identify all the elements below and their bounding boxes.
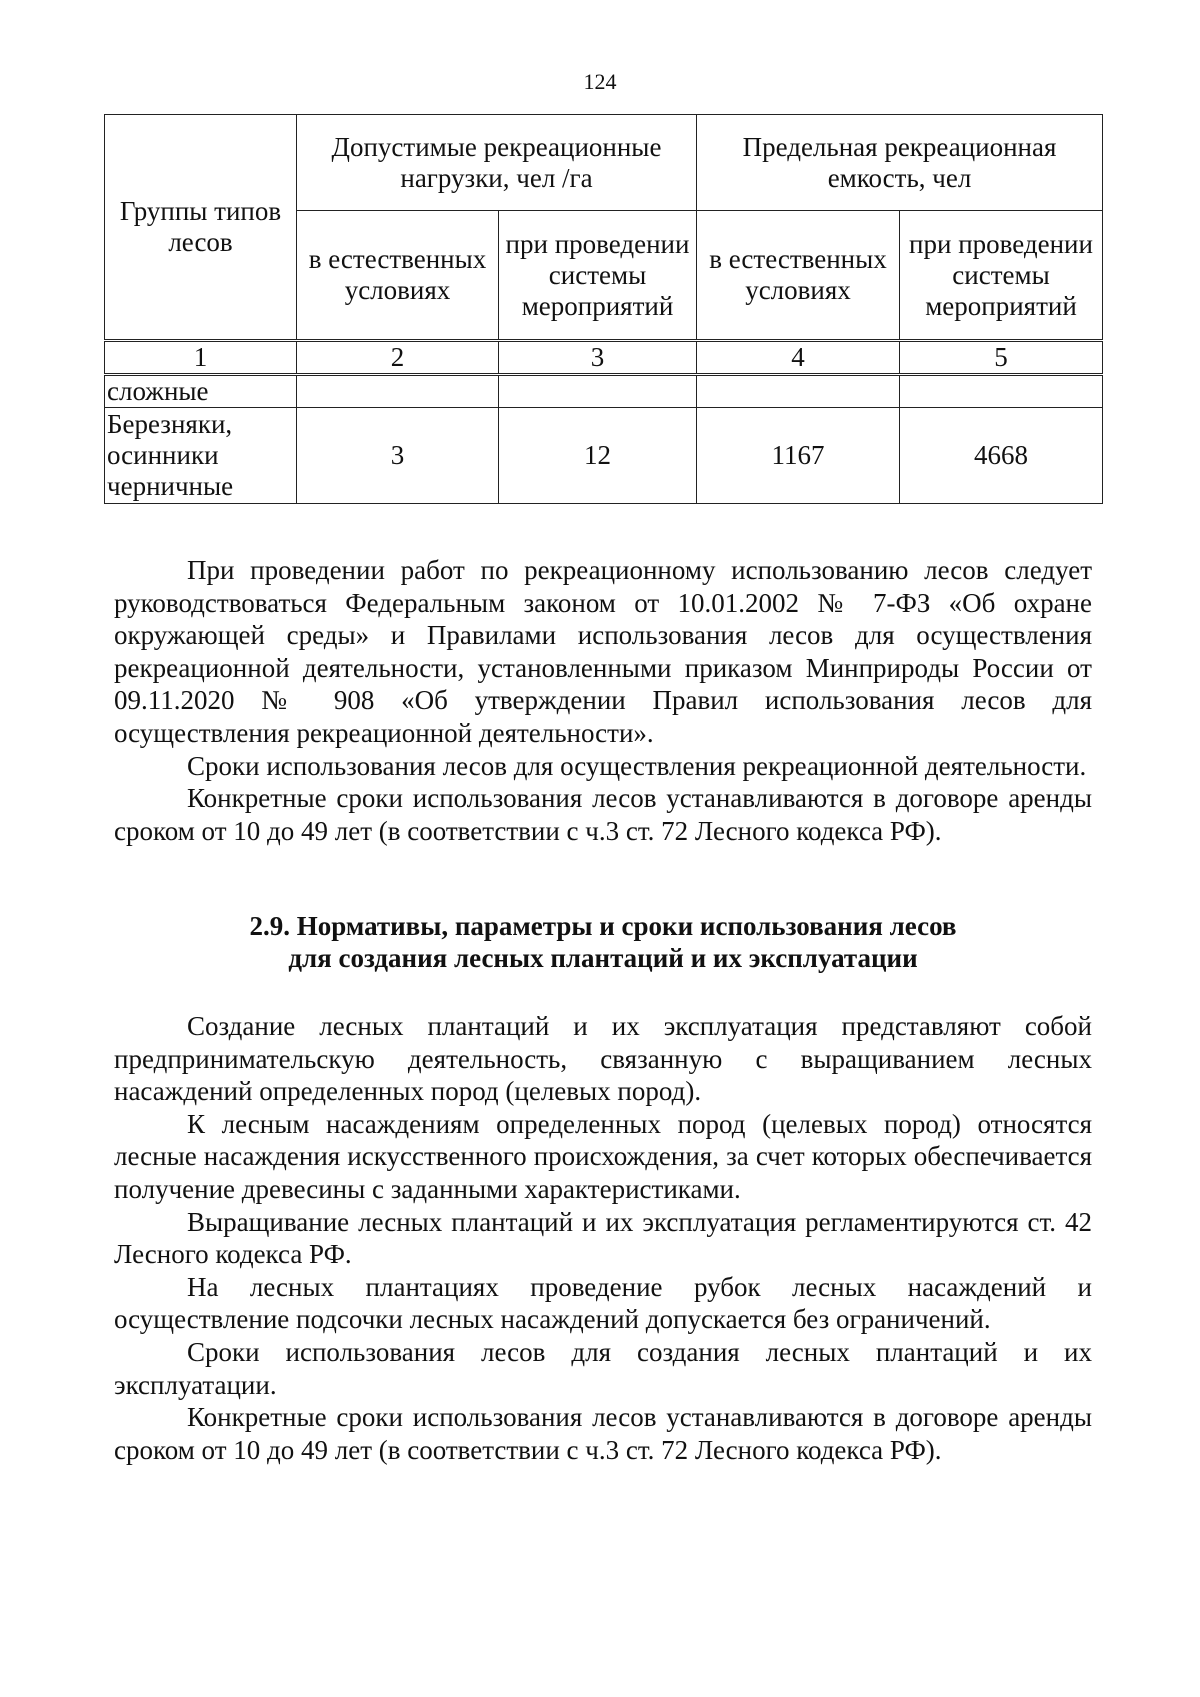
paragraph: При проведении работ по рекреационному использованию лесов следует руководствоваться Федеральным законом от 10.01.2002 № 7-ФЗ «Об охране окружающей среды» и Правилами использования лесов для осуществления рекреационной деятельности, установленными приказом Минприроды России от 09.11.2020 № 908 «Об утверждении Правил использования лесов для осуществления рекреационной деятельности». [114,555,1092,748]
recreation-load-table [104,114,1103,504]
paragraph: Конкретные сроки использования лесов устанавливаются в договоре аренды сроком от 10 до 49 лет (в соответствии с ч.3 ст. 72 Лесного кодекса РФ). [114,1402,1092,1465]
table-cell [697,375,900,408]
table-cell: 12 [499,408,697,504]
paragraph: Создание лесных плантаций и их эксплуатация представляют собой предпринимательскую деятельность, связанную с выращиванием лесных насаждений определенных пород (целевых пород). [114,1011,1092,1107]
column-number: 4 [697,341,900,375]
subheader-measures-2: при проведении системы мероприятий [900,211,1103,341]
table-cell [900,375,1103,408]
paragraph: Конкретные сроки использования лесов устанавливаются в договоре аренды сроком от 10 до 49 лет (в соответствии с ч.3 ст. 72 Лесного кодекса РФ). [114,783,1092,846]
paragraph: Сроки использования лесов для осуществления рекреационной деятельности. [187,750,1087,781]
section-heading-line: для создания лесных плантаций и их эксплуатации [288,943,918,973]
paragraph: Сроки использования лесов для создания лесных плантаций и их эксплуатации. [114,1336,1092,1400]
header-allowed-loads: Допустимые рекреационные нагрузки, чел /га [297,115,697,211]
paragraph: К лесным насаждениям определенных пород (целевых пород) относятся лесные насаждения искусственного происхождения, за счет которых обеспечивается получение древесины с заданными характеристиками. [114,1108,1092,1204]
section-heading-line: 2.9. Нормативы, параметры и сроки использования лесов [249,911,957,941]
table-cell [297,375,499,408]
page-number: 124 [583,69,617,94]
table-cell: 1167 [697,408,900,504]
subheader-natural-conditions-2: в естественных условиях [697,211,900,341]
row-name: Березняки, осинники черничные [105,408,297,504]
table-cell: 4668 [900,408,1103,504]
column-number: 2 [297,341,499,375]
column-number-row [105,341,1103,375]
paragraph: Выращивание лесных плантаций и их эксплуатация регламентируются ст. 42 Лесного кодекса РФ. [114,1206,1092,1270]
subheader-measures-1: при проведении системы мероприятий [499,211,697,341]
header-recreation-capacity: Предельная рекреационная емкость, чел [697,115,1103,211]
header-forest-groups: Группы типов лесов [105,115,297,341]
table-cell [499,375,697,408]
column-number: 1 [105,341,297,375]
column-number: 5 [900,341,1103,375]
row-name: сложные [105,375,297,408]
table-row [105,375,1103,408]
column-number: 3 [499,341,697,375]
paragraph: На лесных плантациях проведение рубок лесных насаждений и осуществление подсочки лесных насаждений допускается без ограничений. [114,1271,1092,1335]
table-row [105,408,1103,504]
body-text-top [114,554,1092,847]
table-cell: 3 [297,408,499,504]
section-heading [114,910,1092,974]
subheader-natural-conditions-1: в естественных условиях [297,211,499,341]
body-text-bottom [114,1010,1092,1466]
